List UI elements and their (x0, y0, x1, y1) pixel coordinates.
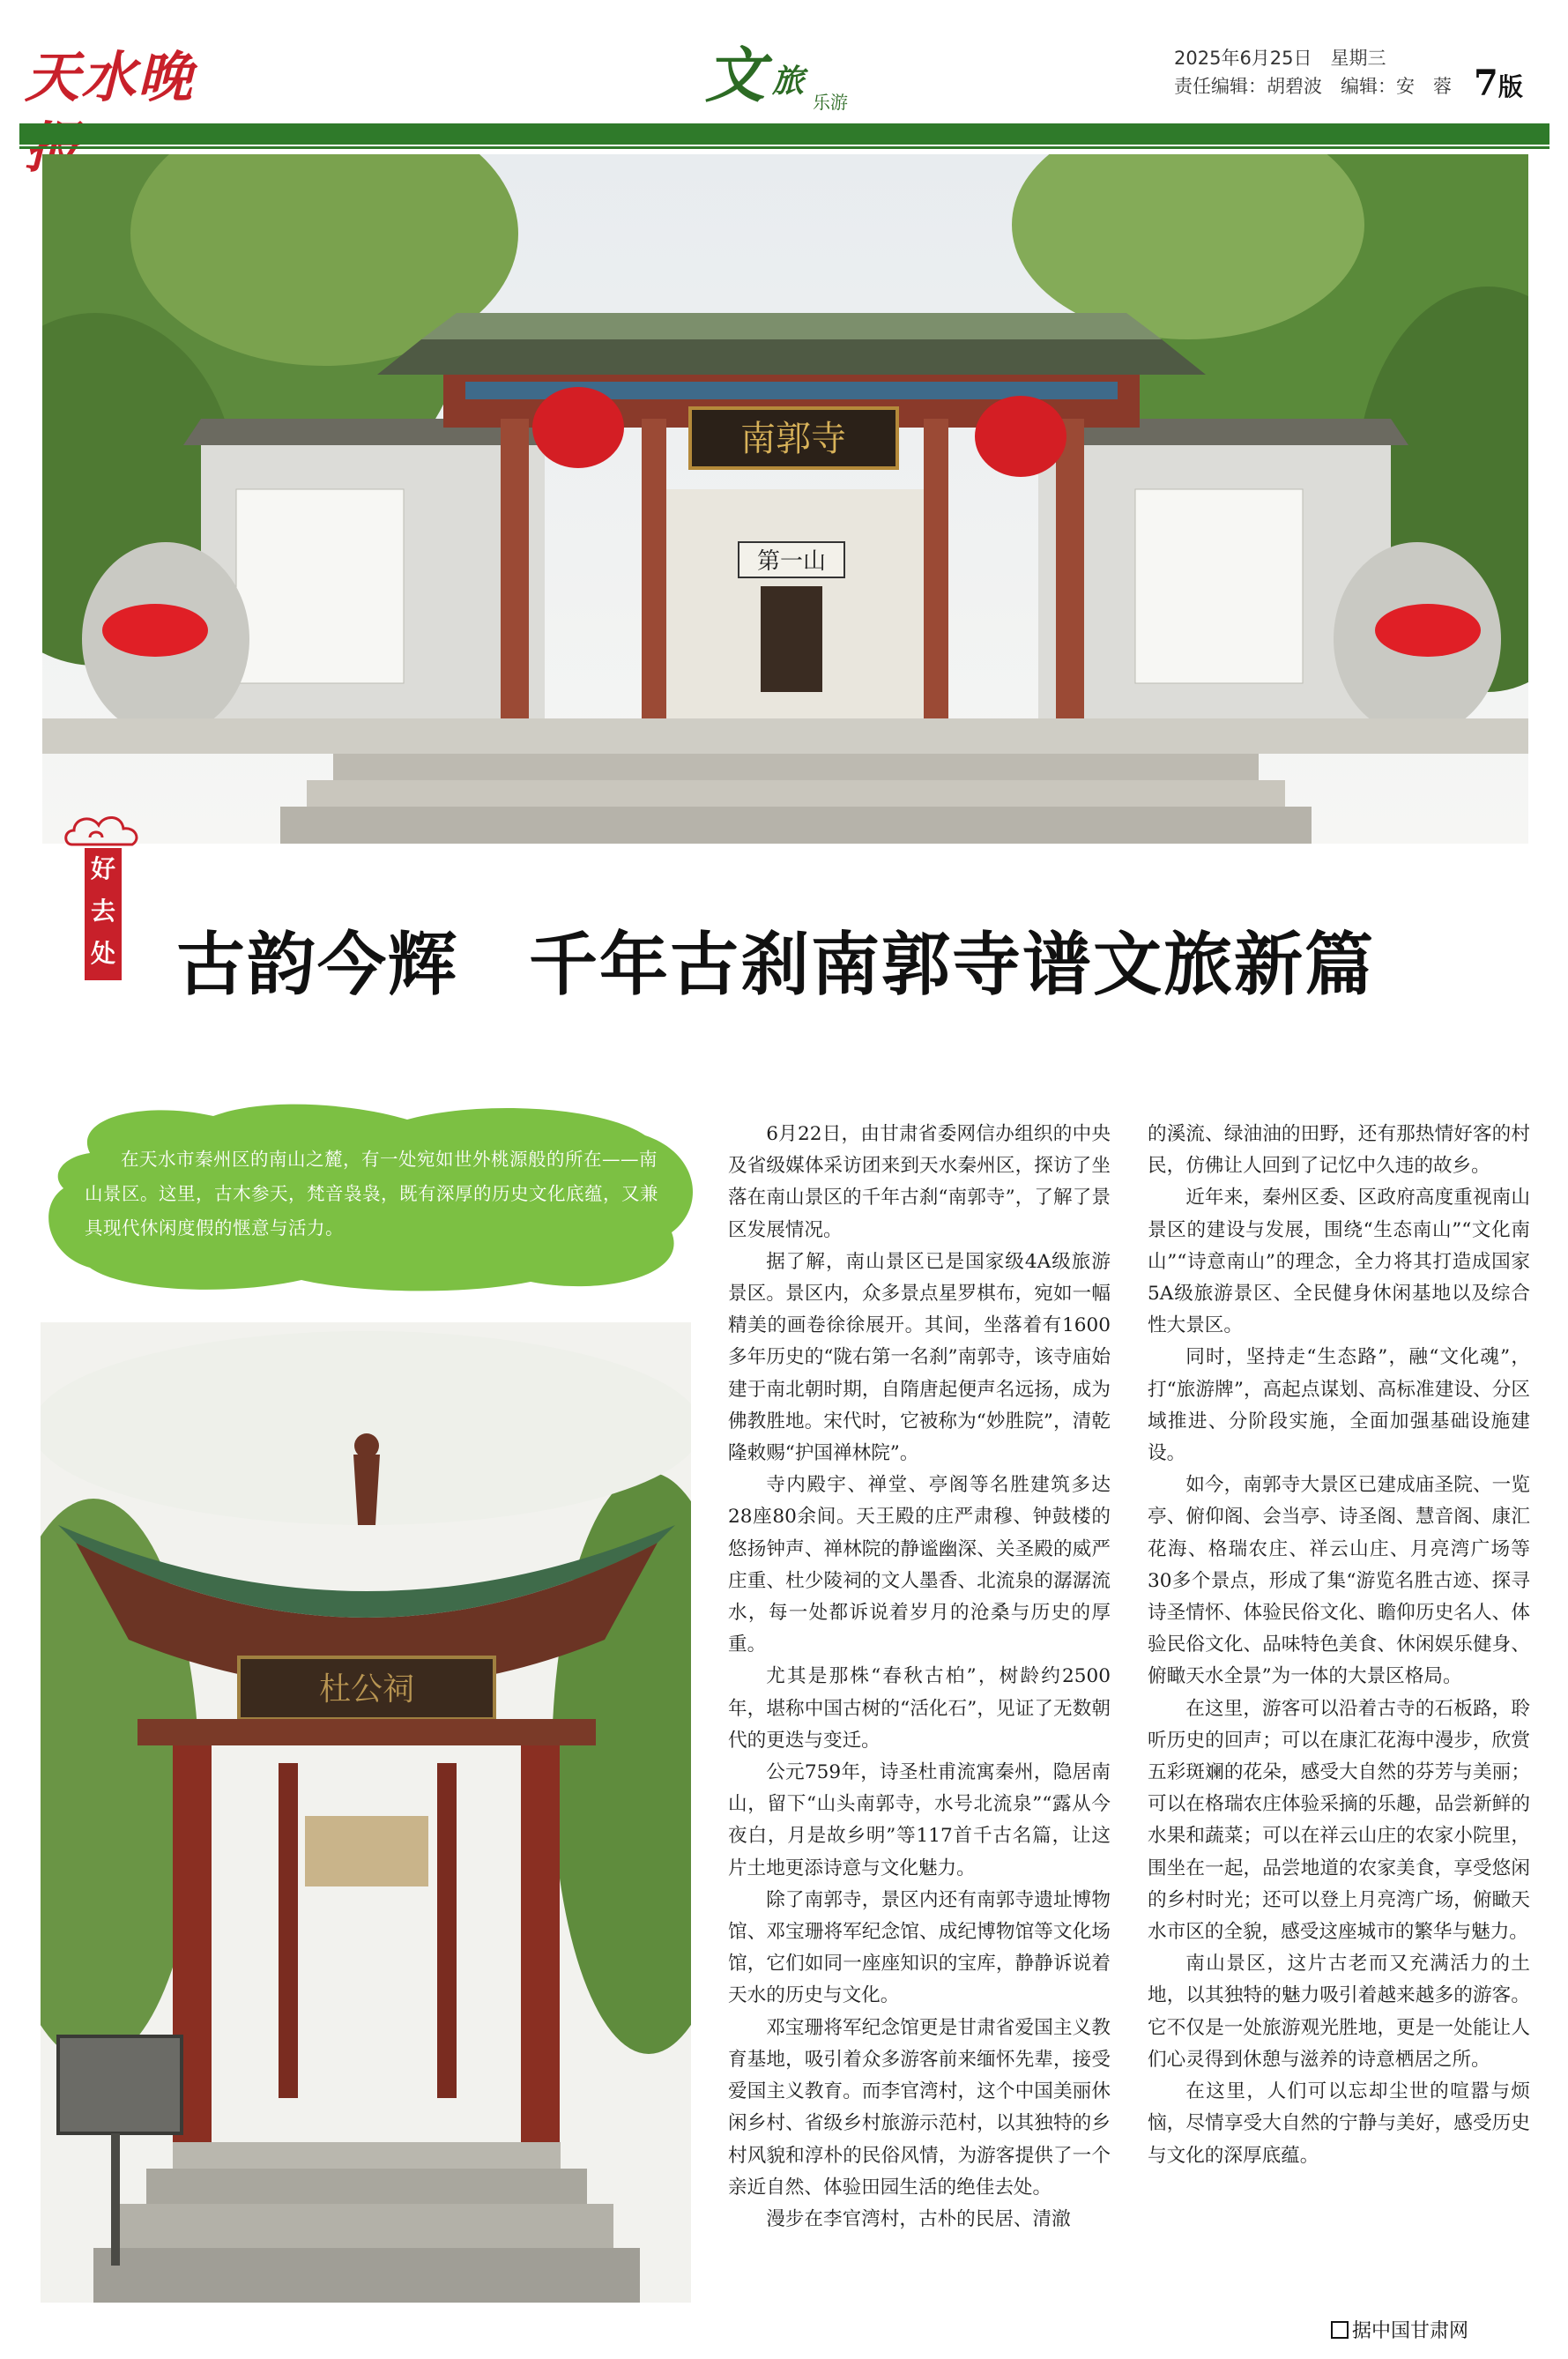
section-logo-second: 旅 (772, 63, 805, 100)
page-number (1474, 62, 1523, 109)
article-paragraph-continued: 的溪流、绿油油的田野，还有那热情好客的村民，仿佛让人回到了记忆中久违的故乡。 (1148, 1123, 1530, 1178)
pavilion-photo (41, 1322, 691, 2303)
article-paragraph: 南山景区，这片古老而又充满活力的土地，以其独特的魅力吸引着越来越多的游客。它不仅是一处旅游观光胜地，更是一处能让人们心灵得到休憩与滋养的诗意栖居之所。 (1148, 1953, 1530, 2071)
article-paragraph: 邓宝珊将军纪念馆更是甘肃省爱国主义教育基地，吸引着众多游客前来缅怀先辈，接受爱国主义教育。而李官湾村，这个中国美丽休闲乡村、省级乡村旅游示范村，以其独特的乡村风貌和淳朴的民俗风情，为游客提供了一个亲近自然、体验田园生活的绝佳去处。 (728, 2016, 1111, 2199)
cloud-ornament-icon (63, 809, 143, 853)
masthead-info (1174, 44, 1452, 100)
article-source-text: 据中国甘肃网 (1352, 2320, 1469, 2342)
ribbon-char: 好 (90, 854, 115, 883)
newspaper-logo: 天水晚 (25, 45, 195, 109)
article-paragraph: 漫步在李官湾村，古朴的民居、清澈 (766, 2207, 1071, 2230)
header-green-rule (19, 146, 1549, 149)
section-logo-main: 文 (705, 41, 766, 111)
inner-plaque-text: 第一山 (756, 548, 827, 575)
issue-date: 2025年6月25日 星期三 (1174, 48, 1386, 69)
section-logo-sub: 乐游 (813, 92, 848, 113)
article-headline: 古韵今辉 千年古刹南郭寺谱文旅新篇 (176, 925, 1376, 1005)
article-paragraph: 近年来，秦州区委、区政府高度重视南山景区的建设与发展，围绕“生态南山”“文化南山”“诗意南山”的理念，全力将其打造成国家5A级旅游景区、全民健身休闲基地以及综合性大景区。 (1148, 1187, 1530, 1337)
temple-gate-illustration (42, 154, 1528, 844)
ribbon-char: 处 (90, 939, 115, 968)
gate-plaque-text: 南郭寺 (740, 419, 846, 459)
temple-gate-photo (42, 154, 1528, 844)
article-paragraph: 据了解，南山景区已是国家级4A级旅游景区。景区内，众多景点星罗棋布，宛如一幅精美的画卷徐徐展开。其间，坐落着有1600多年历史的“陇右第一名刹”南郭寺，该寺庙始建于南北朝时期，自隋唐起便声名远扬，成为佛教胜地。宋代时，它被称为“妙胜院”，清乾隆敕赐“护国禅林院”。 (728, 1250, 1111, 1465)
pavilion-illustration (41, 1322, 691, 2303)
header-green-bar (19, 123, 1549, 145)
article-paragraph: 同时，坚持走“生态路”，融“文化魂”，打“旅游牌”，高起点谋划、高标准建设、分区域推进、分阶段实施，全面加强基础设施建设。 (1148, 1346, 1530, 1465)
article-paragraph: 在这里，人们可以忘却尘世的喧嚣与烦恼，尽情享受大自然的宁静与美好，感受历史与文化的深厚底蕴。 (1148, 2080, 1530, 2167)
ribbon-char: 去 (90, 897, 115, 926)
article-paragraph: 6月22日，由甘肃省委网信办组织的中央及省级媒体采访团来到天水秦州区，探访了坐落在南山景区的千年古刹“南郭寺”，了解了景区发展情况。 (728, 1123, 1111, 1241)
article-column-1 (728, 1119, 1111, 2236)
article-paragraph: 除了南郭寺，景区内还有南郭寺遗址博物馆、邓宝珊将军纪念馆、成纪博物馆等文化场馆，它们如同一座座知识的宝库，静静诉说着天水的历史与文化。 (728, 1888, 1111, 2007)
article-paragraph: 尤其是那株“春秋古柏”，树龄约2500年，堪称中国古树的“活化石”，见证了无数朝代的更迭与变迁。 (728, 1665, 1111, 1752)
pavilion-plaque-text: 杜公祠 (318, 1671, 415, 1708)
article-intro: 在天水市秦州区的南山之麓，有一处宛如世外桃源般的所在——南山景区。这里，古木参天，梵音袅袅，既有深厚的历史文化底蕴，又兼具现代休闲度假的惬意与活力。 (85, 1149, 658, 1239)
article-paragraph: 公元759年，诗圣杜甫流寓秦州，隐居南山，留下“山头南郭寺，水号北流泉”“露从今夜白，月是故乡明”等117首千古名篇，让这片土地更添诗意与文化魅力。 (728, 1761, 1111, 1879)
page-number-value: 7 (1474, 63, 1498, 104)
article-paragraph: 寺内殿宇、禅堂、亭阁等名胜建筑多达28座80余间。天王殿的庄严肃穆、钟鼓楼的悠扬钟声、禅林院的静谧幽深、关圣殿的威严庄重、杜少陵祠的文人墨香、北流泉的潺潺流水，每一处都诉说着岁月的沧桑与历史的厚重。 (728, 1474, 1111, 1656)
article-column-2 (1148, 1119, 1530, 2172)
editors-line: 责任编辑：胡碧波 编辑：安 蓉 (1174, 76, 1452, 97)
article-source (1331, 2318, 1468, 2345)
source-box-icon (1331, 2321, 1349, 2339)
page-number-unit: 版 (1497, 72, 1523, 101)
article-paragraph: 如今，南郭寺大景区已建成庙圣院、一览亭、俯仰阁、会当亭、诗圣阁、慧音阁、康汇花海、格瑞农庄、祥云山庄、月亮湾广场等30多个景点，形成了集“游览名胜古迹、探寻诗圣情怀、体验民俗文化、瞻仰历史名人、体验民俗文化、品味特色美食、休闲娱乐健身、俯瞰天水全景”为一体的大景区格局。 (1148, 1474, 1530, 1688)
column-tag-ribbon (85, 848, 122, 980)
article-paragraph: 在这里，游客可以沿着古寺的石板路，聆听历史的回声；可以在康汇花海中漫步，欣赏五彩斑斓的花朵，感受大自然的芬芳与美丽；可以在格瑞农庄体验采摘的乐趣，品尝新鲜的水果和蔬菜；可以在祥云山庄的农家小院里，围坐在一起，品尝地道的农家美食，享受悠闲的乡村时光；还可以登上月亮湾广场，俯瞰天水市区的全貌，感受这座城市的繁华与魅力。 (1148, 1697, 1530, 1944)
masthead (0, 0, 1568, 154)
